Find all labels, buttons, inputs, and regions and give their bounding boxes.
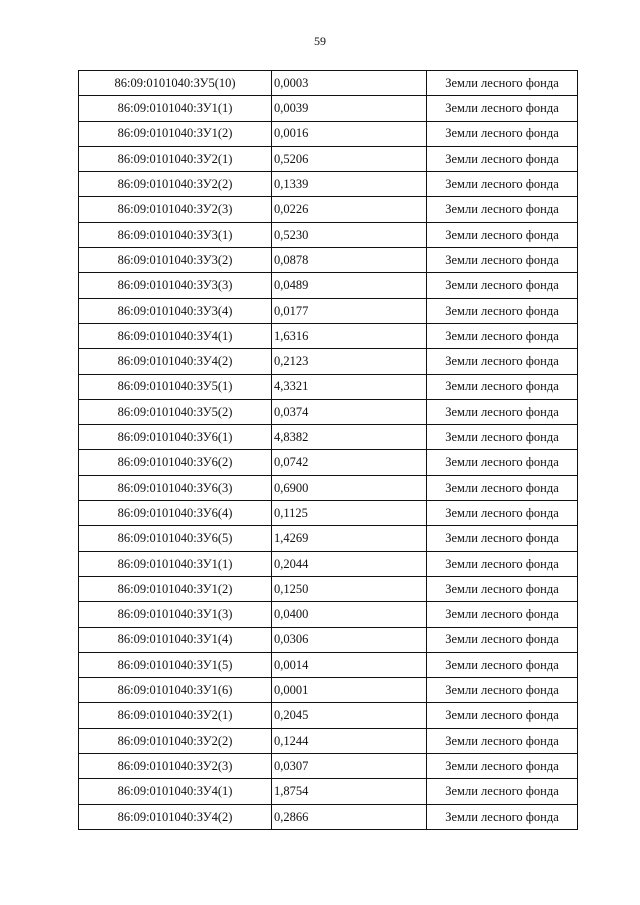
land-category-cell: Земли лесного фонда bbox=[427, 197, 578, 222]
land-category-cell: Земли лесного фонда bbox=[427, 754, 578, 779]
cadastral-number-cell: 86:09:0101040:ЗУ4(1) bbox=[79, 323, 272, 348]
land-category-cell: Земли лесного фонда bbox=[427, 399, 578, 424]
table-row bbox=[79, 501, 578, 526]
page-number: 59 bbox=[314, 34, 326, 48]
land-category-cell: Земли лесного фонда bbox=[427, 121, 578, 146]
land-category-cell: Земли лесного фонда bbox=[427, 248, 578, 273]
table-row bbox=[79, 551, 578, 576]
table-row bbox=[79, 172, 578, 197]
cadastral-number-cell: 86:09:0101040:ЗУ1(1) bbox=[79, 96, 272, 121]
area-cell: 0,0306 bbox=[272, 627, 427, 652]
area-cell: 0,0014 bbox=[272, 652, 427, 677]
cadastral-number-cell: 86:09:0101040:ЗУ6(4) bbox=[79, 501, 272, 526]
area-cell: 0,0001 bbox=[272, 678, 427, 703]
area-cell: 0,2123 bbox=[272, 349, 427, 374]
cadastral-number-cell: 86:09:0101040:ЗУ5(2) bbox=[79, 399, 272, 424]
table-row bbox=[79, 652, 578, 677]
land-category-cell: Земли лесного фонда bbox=[427, 323, 578, 348]
land-category-cell: Земли лесного фонда bbox=[427, 728, 578, 753]
area-cell: 0,0177 bbox=[272, 298, 427, 323]
land-category-cell: Земли лесного фонда bbox=[427, 678, 578, 703]
cadastral-number-cell: 86:09:0101040:ЗУ5(1) bbox=[79, 374, 272, 399]
table-row bbox=[79, 71, 578, 96]
area-cell: 0,0003 bbox=[272, 71, 427, 96]
land-category-cell: Земли лесного фонда bbox=[427, 425, 578, 450]
cadastral-number-cell: 86:09:0101040:ЗУ1(5) bbox=[79, 652, 272, 677]
cadastral-number-cell: 86:09:0101040:ЗУ1(3) bbox=[79, 602, 272, 627]
land-category-cell: Земли лесного фонда bbox=[427, 298, 578, 323]
land-category-cell: Земли лесного фонда bbox=[427, 450, 578, 475]
area-cell: 0,6900 bbox=[272, 475, 427, 500]
table-row bbox=[79, 121, 578, 146]
table-row bbox=[79, 804, 578, 829]
cadastral-number-cell: 86:09:0101040:ЗУ4(1) bbox=[79, 779, 272, 804]
table-row bbox=[79, 475, 578, 500]
cadastral-number-cell: 86:09:0101040:ЗУ1(6) bbox=[79, 678, 272, 703]
land-category-cell: Земли лесного фонда bbox=[427, 71, 578, 96]
table-row bbox=[79, 222, 578, 247]
land-category-cell: Земли лесного фонда bbox=[427, 602, 578, 627]
land-category-cell: Земли лесного фонда bbox=[427, 374, 578, 399]
land-category-cell: Земли лесного фонда bbox=[427, 273, 578, 298]
area-cell: 0,0374 bbox=[272, 399, 427, 424]
cadastral-number-cell: 86:09:0101040:ЗУ3(4) bbox=[79, 298, 272, 323]
area-cell: 0,2044 bbox=[272, 551, 427, 576]
table-row bbox=[79, 96, 578, 121]
land-category-cell: Земли лесного фонда bbox=[427, 652, 578, 677]
cadastral-number-cell: 86:09:0101040:ЗУ6(5) bbox=[79, 526, 272, 551]
table-row bbox=[79, 273, 578, 298]
area-cell: 0,5206 bbox=[272, 146, 427, 171]
land-category-cell: Земли лесного фонда bbox=[427, 779, 578, 804]
table-row bbox=[79, 627, 578, 652]
land-category-cell: Земли лесного фонда bbox=[427, 96, 578, 121]
area-cell: 0,0742 bbox=[272, 450, 427, 475]
area-cell: 0,0307 bbox=[272, 754, 427, 779]
land-category-cell: Земли лесного фонда bbox=[427, 551, 578, 576]
land-category-cell: Земли лесного фонда bbox=[427, 804, 578, 829]
area-cell: 0,5230 bbox=[272, 222, 427, 247]
table-row bbox=[79, 754, 578, 779]
area-cell: 0,2866 bbox=[272, 804, 427, 829]
area-cell: 0,1339 bbox=[272, 172, 427, 197]
area-cell: 0,2045 bbox=[272, 703, 427, 728]
area-cell: 1,8754 bbox=[272, 779, 427, 804]
land-category-cell: Земли лесного фонда bbox=[427, 627, 578, 652]
land-category-cell: Земли лесного фонда bbox=[427, 172, 578, 197]
table-row bbox=[79, 779, 578, 804]
table-row bbox=[79, 374, 578, 399]
land-category-cell: Земли лесного фонда bbox=[427, 222, 578, 247]
cadastral-number-cell: 86:09:0101040:ЗУ2(3) bbox=[79, 754, 272, 779]
cadastral-number-cell: 86:09:0101040:ЗУ1(4) bbox=[79, 627, 272, 652]
table-row bbox=[79, 526, 578, 551]
land-category-cell: Земли лесного фонда bbox=[427, 576, 578, 601]
table-row bbox=[79, 602, 578, 627]
table-row bbox=[79, 450, 578, 475]
table-row bbox=[79, 576, 578, 601]
table-row bbox=[79, 425, 578, 450]
area-cell: 0,0039 bbox=[272, 96, 427, 121]
cadastral-number-cell: 86:09:0101040:ЗУ2(2) bbox=[79, 172, 272, 197]
area-cell: 0,0489 bbox=[272, 273, 427, 298]
land-category-cell: Земли лесного фонда bbox=[427, 703, 578, 728]
area-cell: 0,0400 bbox=[272, 602, 427, 627]
cadastral-number-cell: 86:09:0101040:ЗУ3(2) bbox=[79, 248, 272, 273]
area-cell: 0,1250 bbox=[272, 576, 427, 601]
table-row bbox=[79, 323, 578, 348]
cadastral-number-cell: 86:09:0101040:ЗУ6(2) bbox=[79, 450, 272, 475]
table-row bbox=[79, 298, 578, 323]
area-cell: 4,8382 bbox=[272, 425, 427, 450]
area-cell: 0,0226 bbox=[272, 197, 427, 222]
cadastral-number-cell: 86:09:0101040:ЗУ3(3) bbox=[79, 273, 272, 298]
cadastral-number-cell: 86:09:0101040:ЗУ1(2) bbox=[79, 121, 272, 146]
land-category-cell: Земли лесного фонда bbox=[427, 501, 578, 526]
table-row bbox=[79, 678, 578, 703]
table-row bbox=[79, 349, 578, 374]
cadastral-number-cell: 86:09:0101040:ЗУ4(2) bbox=[79, 349, 272, 374]
land-category-cell: Земли лесного фонда bbox=[427, 349, 578, 374]
area-cell: 1,4269 bbox=[272, 526, 427, 551]
table-body bbox=[79, 71, 578, 830]
cadastral-number-cell: 86:09:0101040:ЗУ1(1) bbox=[79, 551, 272, 576]
table-row bbox=[79, 197, 578, 222]
table-row bbox=[79, 248, 578, 273]
area-cell: 4,3321 bbox=[272, 374, 427, 399]
cadastral-number-cell: 86:09:0101040:ЗУ4(2) bbox=[79, 804, 272, 829]
area-cell: 1,6316 bbox=[272, 323, 427, 348]
land-plots-table bbox=[78, 70, 578, 830]
table-row bbox=[79, 399, 578, 424]
cadastral-number-cell: 86:09:0101040:ЗУ6(3) bbox=[79, 475, 272, 500]
table-row bbox=[79, 703, 578, 728]
cadastral-number-cell: 86:09:0101040:ЗУ1(2) bbox=[79, 576, 272, 601]
table-row bbox=[79, 146, 578, 171]
land-category-cell: Земли лесного фонда bbox=[427, 475, 578, 500]
table-row bbox=[79, 728, 578, 753]
cadastral-number-cell: 86:09:0101040:ЗУ3(1) bbox=[79, 222, 272, 247]
area-cell: 0,0016 bbox=[272, 121, 427, 146]
land-category-cell: Земли лесного фонда bbox=[427, 526, 578, 551]
cadastral-number-cell: 86:09:0101040:ЗУ6(1) bbox=[79, 425, 272, 450]
area-cell: 0,1125 bbox=[272, 501, 427, 526]
area-cell: 0,0878 bbox=[272, 248, 427, 273]
cadastral-number-cell: 86:09:0101040:ЗУ2(1) bbox=[79, 703, 272, 728]
cadastral-number-cell: 86:09:0101040:ЗУ2(1) bbox=[79, 146, 272, 171]
cadastral-number-cell: 86:09:0101040:ЗУ5(10) bbox=[79, 71, 272, 96]
cadastral-number-cell: 86:09:0101040:ЗУ2(3) bbox=[79, 197, 272, 222]
cadastral-number-cell: 86:09:0101040:ЗУ2(2) bbox=[79, 728, 272, 753]
area-cell: 0,1244 bbox=[272, 728, 427, 753]
land-category-cell: Земли лесного фонда bbox=[427, 146, 578, 171]
